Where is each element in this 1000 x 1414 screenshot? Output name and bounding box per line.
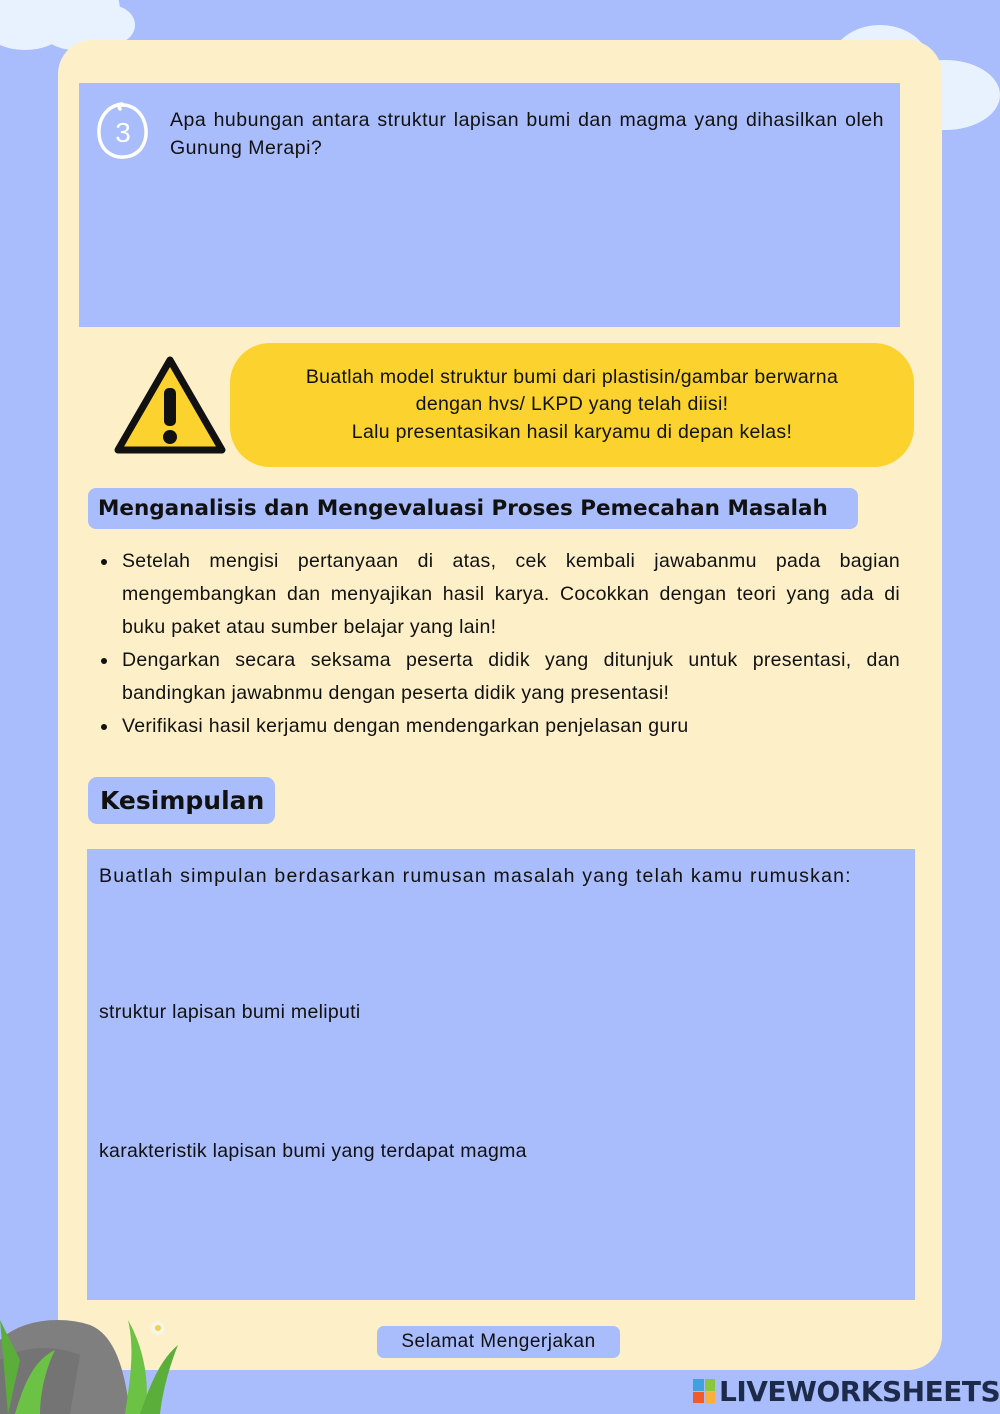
liveworksheets-logo-icon (693, 1379, 715, 1403)
conclusion-prompt-structure: struktur lapisan bumi meliputi (99, 1001, 361, 1023)
conclusion-heading: Kesimpulan (88, 777, 275, 824)
liveworksheets-brand (693, 1373, 1000, 1409)
instruction-note (230, 343, 914, 467)
list-item: Dengarkan secara seksama peserta didik yang ditunjuk untuk presentasi, dan bandingkan jawabnmu dengan peserta didik yang presentasi! (122, 644, 900, 710)
warning-icon (112, 354, 228, 458)
conclusion-intro: Buatlah simpulan berdasarkan rumusan masalah yang telah kamu rumuskan: (99, 865, 852, 887)
conclusion-prompt-magma: karakteristik lapisan bumi yang terdapat magma (99, 1140, 527, 1162)
rock-grass-decoration (0, 1300, 220, 1414)
question-number: 3 (115, 117, 131, 148)
list-item: Verifikasi hasil kerjamu dengan mendengarkan penjelasan guru (122, 710, 900, 743)
list-item: Setelah mengisi pertanyaan di atas, cek kembali jawabanmu pada bagian mengembangkan dan menyajikan hasil karya. Cocokkan dengan teori yang ada di buku paket atau sumber belajar yang lain! (122, 545, 900, 644)
question-number-badge (94, 100, 150, 162)
conclusion-answer-box[interactable] (87, 849, 915, 1300)
brand-name: LIVEWORKSHEETS (719, 1374, 1000, 1408)
analysis-heading: Menganalisis dan Mengevaluasi Proses Pemecahan Masalah (88, 488, 858, 529)
note-line-3: Lalu presentasikan hasil karyamu di depan kelas! (351, 420, 793, 443)
analysis-list (122, 545, 900, 743)
note-line-1: Buatlah model struktur bumi dari plastisin/gambar berwarna (305, 365, 839, 388)
footer-label: Selamat Mengerjakan (377, 1326, 620, 1358)
question-text: Apa hubungan antara struktur lapisan bumi dan magma yang dihasilkan oleh Gunung Merapi? (170, 109, 884, 159)
note-line-2: dengan hvs/ LKPD yang telah diisi! (415, 393, 729, 416)
